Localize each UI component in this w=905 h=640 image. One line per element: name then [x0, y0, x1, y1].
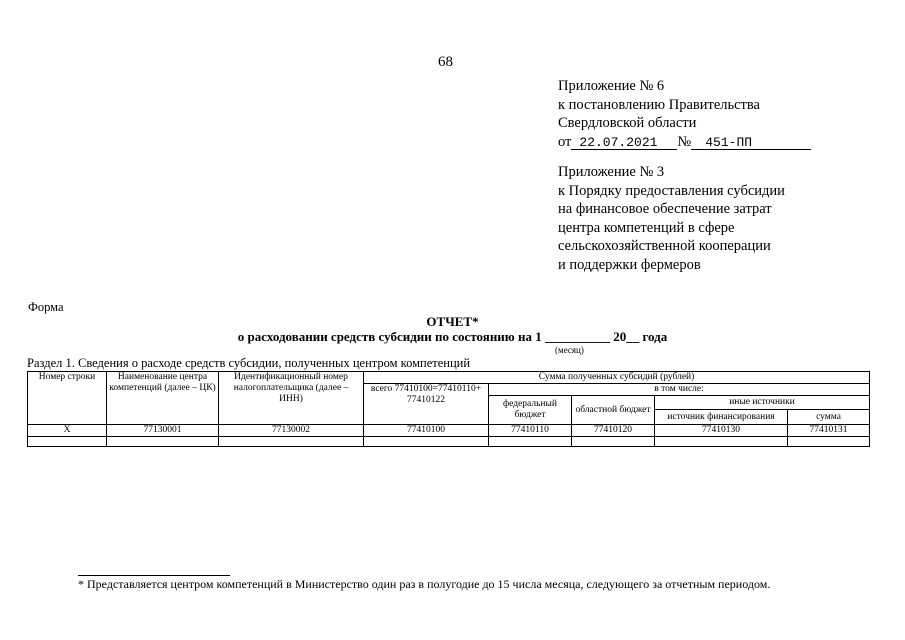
resolution-date: 22.07.2021 — [571, 134, 677, 150]
appendix-3-line: и поддержки фермеров — [558, 256, 701, 273]
page-number: 68 — [438, 54, 453, 70]
footnote-divider — [78, 575, 230, 576]
appendix-6-block — [558, 77, 811, 151]
empty-cell — [28, 437, 107, 447]
appendix-3-line: центра компетенций в сфере — [558, 219, 735, 236]
table-row — [28, 425, 870, 437]
header-other: иные источники — [655, 396, 870, 410]
header-federal: федеральный бюджет — [489, 396, 572, 425]
appendix-3-block — [558, 163, 785, 274]
empty-cell — [788, 437, 870, 447]
code-cell: 77410100 — [364, 425, 489, 437]
header-inn: Идентификационный номер налогоплательщика (далее – ИНН) — [219, 372, 364, 425]
appendix-3-line: на финансовое обеспечение затрат — [558, 201, 772, 217]
header-amount: сумма — [788, 410, 870, 425]
code-cell: Х — [28, 425, 107, 437]
header-including: в том числе: — [489, 384, 870, 396]
code-cell: 77410131 — [788, 425, 870, 437]
empty-cell — [107, 437, 219, 447]
header-name: Наименование центра компетенций (далее – ЦК) — [107, 372, 219, 425]
header-sum: Сумма полученных субсидий (рублей) — [364, 372, 870, 384]
header-row-number: Номер строки — [28, 372, 107, 425]
appendix-6-line3: Свердловской области — [558, 115, 697, 131]
empty-cell — [655, 437, 788, 447]
empty-cell — [364, 437, 489, 447]
code-cell: 77410120 — [572, 425, 655, 437]
code-cell: 77130002 — [219, 425, 364, 437]
appendix-3-line: к Порядку предоставления субсидии — [558, 182, 785, 199]
subsidy-table — [27, 371, 870, 447]
appendix-6-line2: к постановлению Правительства — [558, 96, 760, 113]
empty-cell — [219, 437, 364, 447]
appendix-6-date-line — [558, 133, 811, 152]
appendix-3-line: Приложение № 3 — [558, 164, 665, 180]
header-source: источник финансирования — [655, 410, 788, 425]
header-regional: областной бюджет — [572, 396, 655, 425]
section-title: Раздел 1. Сведения о расходе средств субсидии, полученных центром компетенций — [27, 356, 471, 370]
form-label: Форма — [28, 300, 64, 314]
code-cell: 77130001 — [107, 425, 219, 437]
appendix-3-line: сельскохозяйственной кооперации — [558, 238, 771, 254]
empty-cell — [572, 437, 655, 447]
code-cell: 77410110 — [489, 425, 572, 437]
date-prefix: от — [558, 133, 572, 150]
report-subtitle: о расходовании средств субсидии по состоянию на 1 __________ 20__ года — [237, 329, 668, 344]
month-hint: (месяц) — [555, 345, 584, 355]
table-row — [28, 437, 870, 447]
number-prefix: № — [677, 133, 692, 150]
empty-cell — [489, 437, 572, 447]
report-title: ОТЧЕТ* — [426, 314, 479, 329]
header-total: всего 77410100=77410110+ 77410122 — [364, 384, 489, 425]
appendix-6-title: Приложение № 6 — [558, 78, 665, 94]
footnote: * Представляется центром компетенций в Министерство один раз в полугодие до 15 числа месяца, следующего за отчетным периодом. — [78, 577, 771, 591]
code-cell: 77410130 — [655, 425, 788, 437]
resolution-number: 451-ПП — [691, 134, 811, 150]
